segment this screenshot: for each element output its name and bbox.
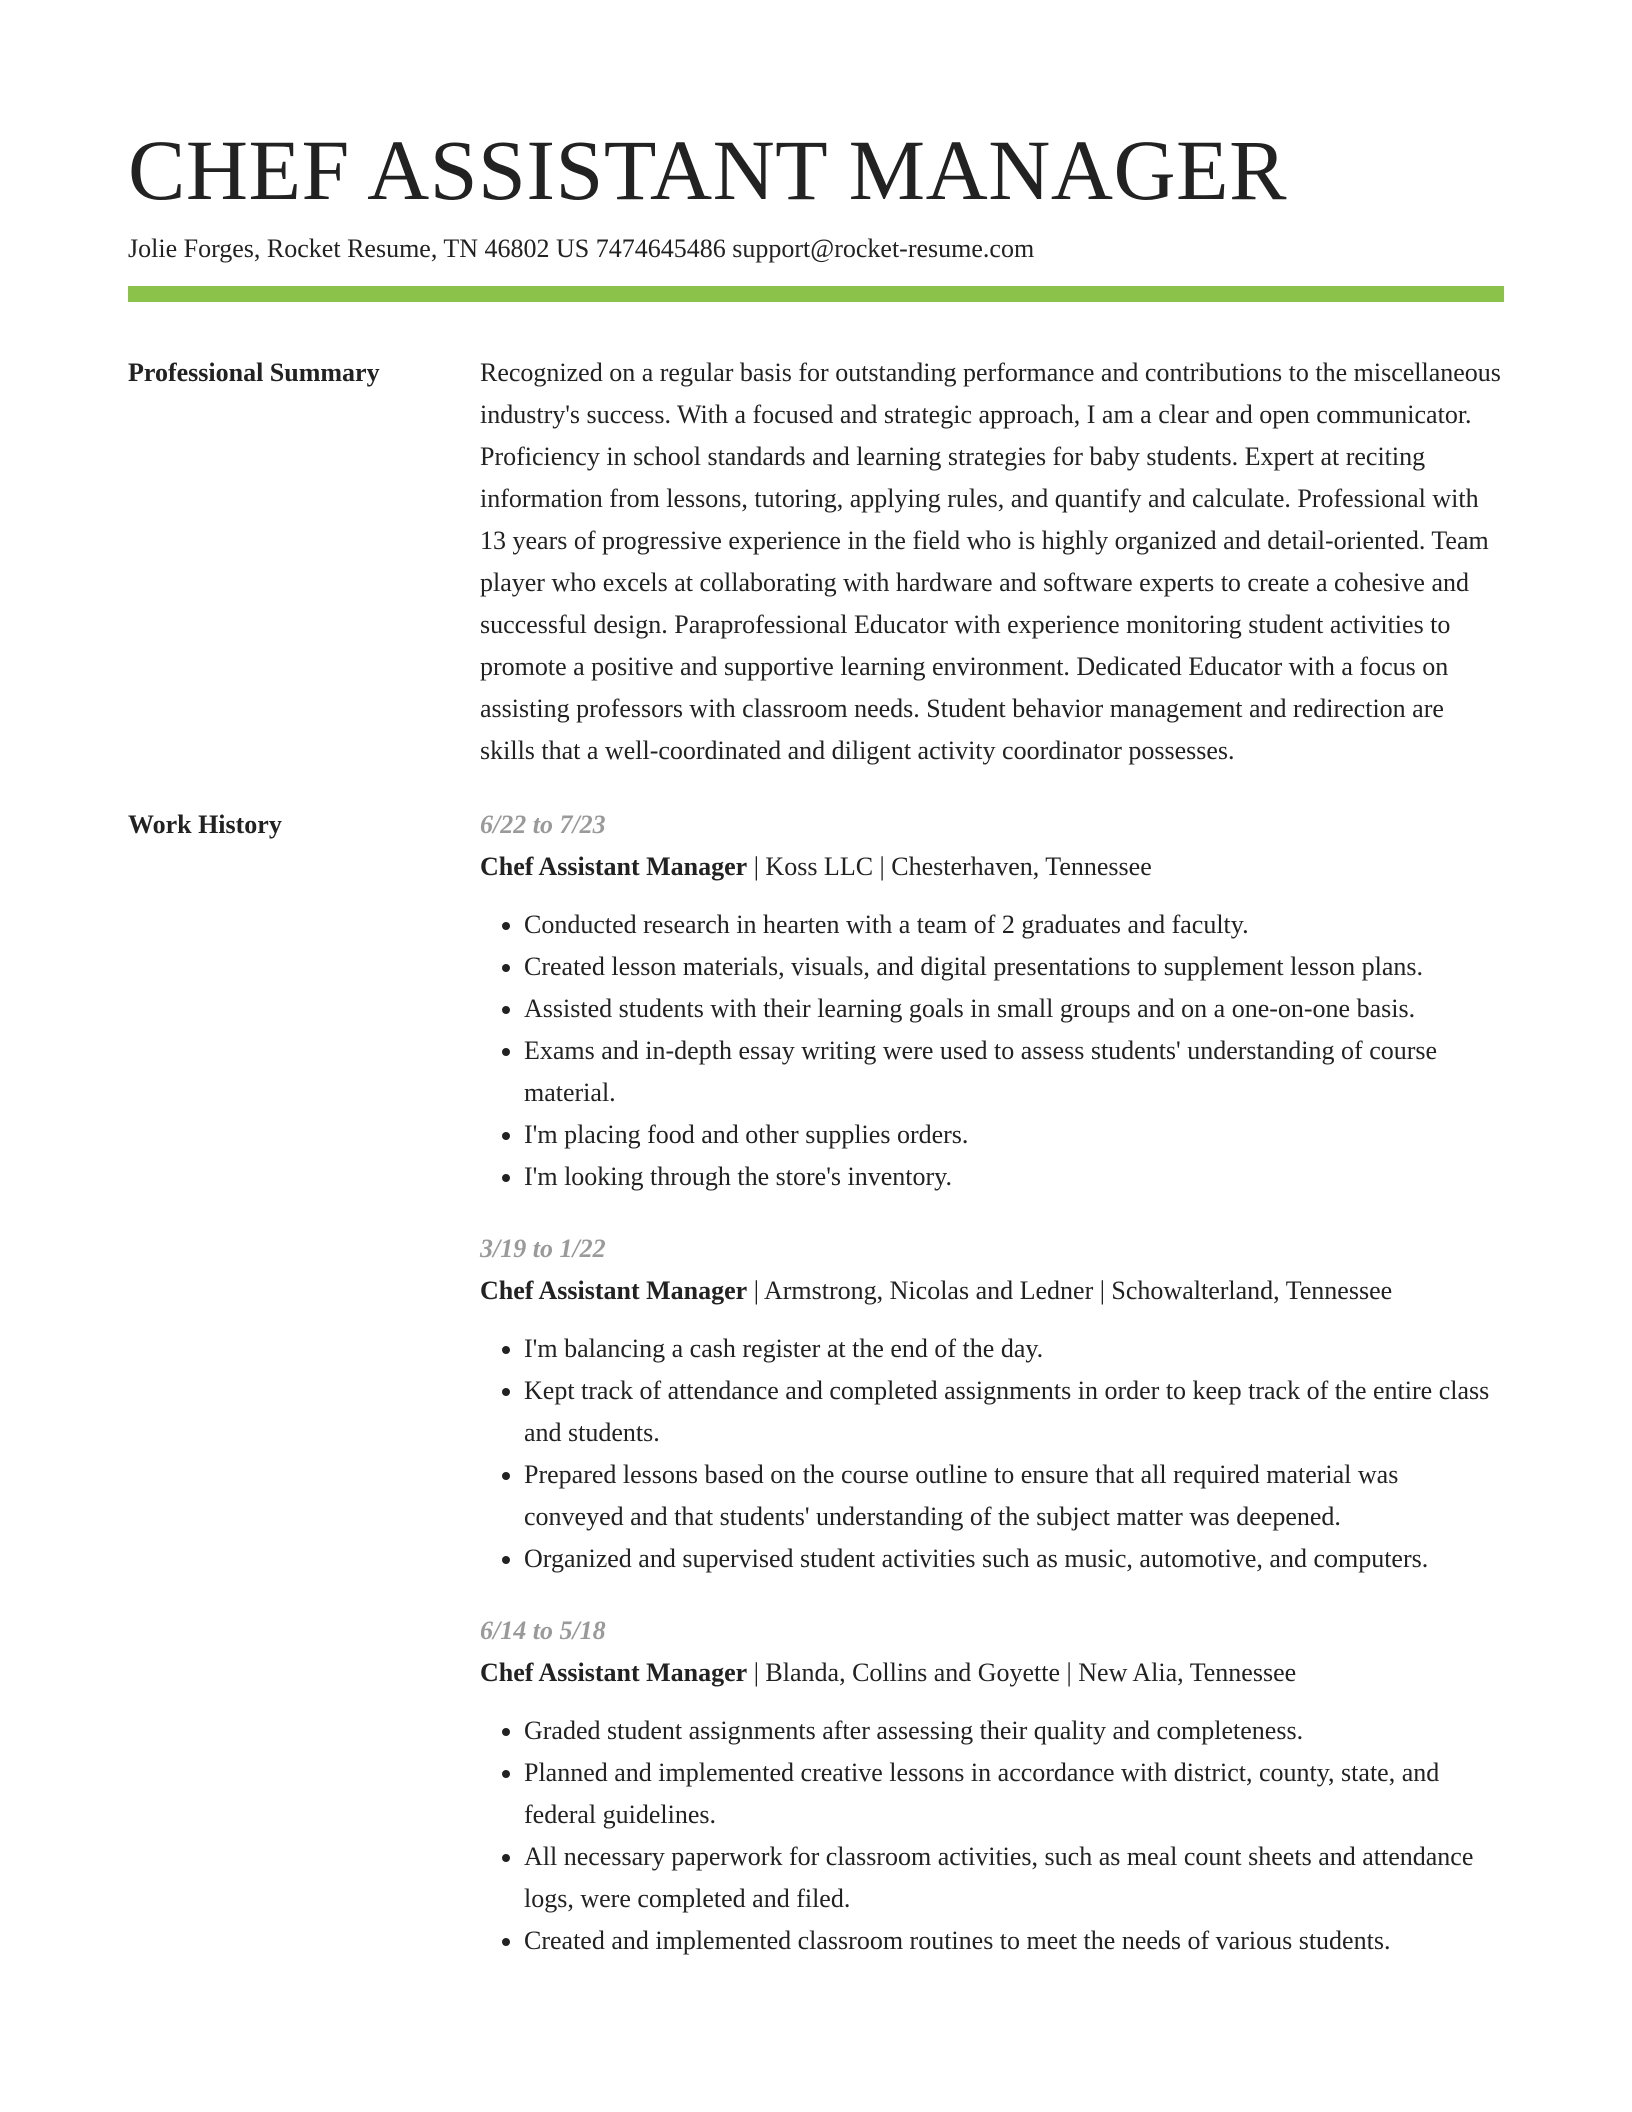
job-entry <box>480 804 1504 1198</box>
work-history-heading: Work History <box>128 810 282 839</box>
job-bullet: • Graded student assignments after assessing their quality and completeness. <box>524 1710 1504 1752</box>
accent-divider <box>128 286 1504 302</box>
job-bullet: • Created and implemented classroom routines to meet the needs of various students. <box>524 1920 1504 1962</box>
summary-heading: Professional Summary <box>128 358 380 387</box>
job-bullet: • I'm placing food and other supplies orders. <box>524 1114 1504 1156</box>
job-entry <box>480 1228 1504 1580</box>
job-details: | Armstrong, Nicolas and Ledner | Schowalterland, Tennessee <box>747 1276 1393 1305</box>
job-entry <box>480 1610 1504 1962</box>
job-bullet: • Planned and implemented creative lessons in accordance with district, county, state, and federal guidelines. <box>524 1752 1504 1836</box>
job-bullet: • Assisted students with their learning goals in small groups and on a one-on-one basis. <box>524 988 1504 1030</box>
job-bullet: • Exams and in-depth essay writing were used to assess students' understanding of course material. <box>524 1030 1504 1114</box>
job-bullet: • Prepared lessons based on the course outline to ensure that all required material was conveyed and that students' understanding of the subject matter was deepened. <box>524 1454 1504 1538</box>
job-dates: 6/14 to 5/18 <box>480 1616 606 1645</box>
job-bullet: • Kept track of attendance and completed assignments in order to keep track of the entire class and students. <box>524 1370 1504 1454</box>
job-dates: 6/22 to 7/23 <box>480 810 606 839</box>
job-bullet: • All necessary paperwork for classroom activities, such as meal count sheets and attendance logs, were completed and filed. <box>524 1836 1504 1920</box>
contact-company: Rocket Resume, <box>266 234 438 263</box>
job-title: Chef Assistant Manager <box>480 852 748 881</box>
job-bullets <box>480 1710 1504 1962</box>
job-heading <box>480 1652 1504 1694</box>
job-bullets <box>480 904 1504 1198</box>
job-bullet: • I'm looking through the store's inventory. <box>524 1156 1504 1198</box>
summary-section <box>128 352 1504 772</box>
work-history-section <box>128 804 1504 1962</box>
summary-text: Recognized on a regular basis for outstanding performance and contributions to the miscellaneous industry's success. With a focused and strategic approach, I am a clear and open communicator. Proficiency in school standards and learning strategies for baby students. Expert at reciting information from lessons, tutoring, applying rules, and quantify and calculate. Professional with 13 years of progressive experience in the field who is highly organized and detail-oriented. Team player who excels at collaborating with hardware and software experts to create a cohesive and successful design. Paraprofessional Educator with experience monitoring student activities to promote a positive and supportive learning environment. Dedicated Educator with a focus on assisting professors with classroom needs. Student behavior management and redirection are skills that a well-coordinated and diligent activity coordinator possesses. <box>480 358 1501 765</box>
job-details: | Koss LLC | Chesterhaven, Tennessee <box>747 852 1152 881</box>
job-bullet: • Conducted research in hearten with a team of 2 graduates and faculty. <box>524 904 1504 946</box>
job-bullet: • Organized and supervised student activities such as music, automotive, and computers. <box>524 1538 1504 1580</box>
resume-title: CHEF ASSISTANT MANAGER <box>128 122 1287 218</box>
job-heading <box>480 846 1504 888</box>
job-title: Chef Assistant Manager <box>480 1658 748 1687</box>
job-bullet: • Created lesson materials, visuals, and digital presentations to supplement lesson plans. <box>524 946 1504 988</box>
contact-location: TN 46802 US <box>443 234 590 263</box>
job-heading <box>480 1270 1504 1312</box>
job-title: Chef Assistant Manager <box>480 1276 748 1305</box>
job-bullet: • I'm balancing a cash register at the end of the day. <box>524 1328 1504 1370</box>
contact-phone: 7474645486 <box>595 234 726 263</box>
contact-email: support@rocket-resume.com <box>732 234 1035 263</box>
resume-page <box>128 120 1504 1962</box>
job-dates: 3/19 to 1/22 <box>480 1234 606 1263</box>
job-details: | Blanda, Collins and Goyette | New Alia, Tennessee <box>747 1658 1297 1687</box>
contact-person: Jolie Forges, <box>128 234 261 263</box>
job-bullets <box>480 1328 1504 1580</box>
job-list <box>480 804 1504 1962</box>
contact-line <box>128 232 1504 266</box>
